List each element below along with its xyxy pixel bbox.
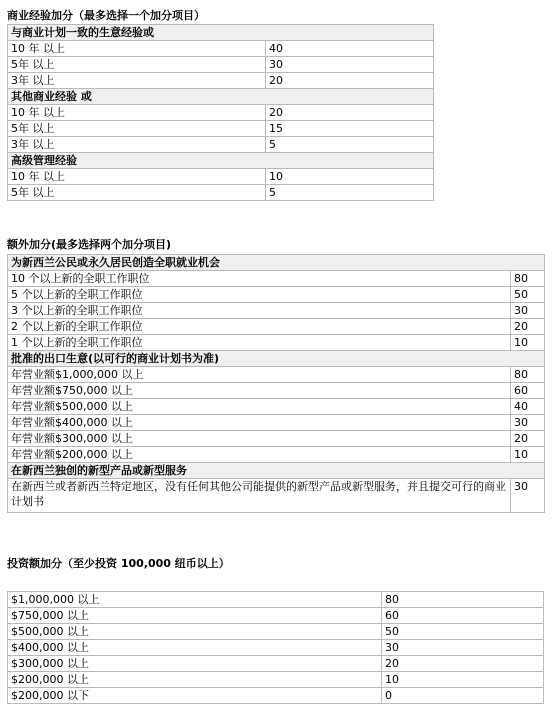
table-row <box>8 303 545 319</box>
row-label: 2 个以上新的全职工作职位 <box>8 319 511 335</box>
extra-points-table <box>7 254 545 513</box>
row-value: 0 <box>382 688 544 704</box>
row-value: 5 <box>266 185 434 201</box>
table-row <box>8 672 544 688</box>
row-label: 3年 以上 <box>8 137 266 153</box>
row-value: 10 <box>511 335 545 351</box>
row-value: 50 <box>382 624 544 640</box>
row-label: 年营业额$200,000 以上 <box>8 447 511 463</box>
table-row <box>8 399 545 415</box>
table-row <box>8 447 545 463</box>
table-row <box>8 185 434 201</box>
row-label: $1,000,000 以上 <box>8 592 382 608</box>
section-title: 额外加分(最多选择两个加分项目) <box>7 238 172 251</box>
group-heading: 与商业计划一致的生意经验或 <box>8 25 434 41</box>
row-label: 10 年 以上 <box>8 169 266 185</box>
table-row <box>8 640 544 656</box>
table-row <box>8 335 545 351</box>
row-value: 80 <box>382 592 544 608</box>
section-title: 投资额加分（至少投资 100,000 纽币以上） <box>7 557 230 570</box>
section-title: 商业经验加分（最多选择一个加分项目） <box>7 9 205 22</box>
table-row <box>8 608 544 624</box>
row-label: $750,000 以上 <box>8 608 382 624</box>
row-label: 年营业额$750,000 以上 <box>8 383 511 399</box>
row-value: 10 <box>382 672 544 688</box>
row-label: 在新西兰或者新西兰特定地区，没有任何其他公司能提供的新型产品或新型服务，并且提交可行的商业计划书 <box>8 479 511 513</box>
group-heading-row <box>8 25 434 41</box>
group-heading: 为新西兰公民或永久居民创造全职就业机会 <box>8 255 545 271</box>
table-row <box>8 287 545 303</box>
row-value: 5 <box>266 137 434 153</box>
group-heading: 高级管理经验 <box>8 153 434 169</box>
row-label: $200,000 以下 <box>8 688 382 704</box>
row-label: 10 年 以上 <box>8 105 266 121</box>
table-row <box>8 169 434 185</box>
row-value: 40 <box>511 399 545 415</box>
row-value: 10 <box>511 447 545 463</box>
row-label: 1 个以上新的全职工作职位 <box>8 335 511 351</box>
table-row <box>8 41 434 57</box>
row-label: 年营业额$300,000 以上 <box>8 431 511 447</box>
row-value: 60 <box>511 383 545 399</box>
row-value: 20 <box>511 431 545 447</box>
table-row <box>8 105 434 121</box>
group-heading: 在新西兰独创的新型产品或新型服务 <box>8 463 545 479</box>
row-value: 80 <box>511 367 545 383</box>
row-label: 10 年 以上 <box>8 41 266 57</box>
row-value: 30 <box>266 57 434 73</box>
section-extra-points <box>7 238 545 513</box>
row-label: $400,000 以上 <box>8 640 382 656</box>
table-row <box>8 688 544 704</box>
investment-table <box>7 591 544 704</box>
row-label: 3 个以上新的全职工作职位 <box>8 303 511 319</box>
table-row <box>8 656 544 672</box>
row-value: 40 <box>266 41 434 57</box>
section-business-experience <box>7 9 434 201</box>
table-row <box>8 121 434 137</box>
group-heading-row <box>8 255 545 271</box>
table-row <box>8 431 545 447</box>
table-row <box>8 73 434 89</box>
row-value: 30 <box>511 303 545 319</box>
table-row <box>8 57 434 73</box>
row-value: 60 <box>382 608 544 624</box>
group-heading: 其他商业经验 或 <box>8 89 434 105</box>
business-experience-table <box>7 24 434 201</box>
row-label: 5 个以上新的全职工作职位 <box>8 287 511 303</box>
table-row <box>8 319 545 335</box>
table-row <box>8 479 545 513</box>
row-value: 20 <box>382 656 544 672</box>
section-investment <box>7 557 544 704</box>
table-row <box>8 592 544 608</box>
row-label: 5年 以上 <box>8 57 266 73</box>
table-row <box>8 624 544 640</box>
row-value: 20 <box>511 319 545 335</box>
group-heading: 批准的出口生意(以可行的商业计划书为准) <box>8 351 545 367</box>
group-heading-row <box>8 351 545 367</box>
row-label: $300,000 以上 <box>8 656 382 672</box>
row-label: $500,000 以上 <box>8 624 382 640</box>
group-heading-row <box>8 153 434 169</box>
table-row <box>8 383 545 399</box>
row-value: 20 <box>266 105 434 121</box>
row-value: 80 <box>511 271 545 287</box>
row-value: 30 <box>511 479 545 513</box>
table-row <box>8 367 545 383</box>
table-row <box>8 271 545 287</box>
row-label: 3年 以上 <box>8 73 266 89</box>
group-heading-row <box>8 89 434 105</box>
row-value: 10 <box>266 169 434 185</box>
row-label: 5年 以上 <box>8 121 266 137</box>
row-label: 年营业额$1,000,000 以上 <box>8 367 511 383</box>
table-row <box>8 137 434 153</box>
row-label: 5年 以上 <box>8 185 266 201</box>
row-value: 15 <box>266 121 434 137</box>
row-label: 年营业额$500,000 以上 <box>8 399 511 415</box>
row-value: 20 <box>266 73 434 89</box>
row-value: 30 <box>382 640 544 656</box>
row-label: 10 个以上新的全职工作职位 <box>8 271 511 287</box>
row-value: 30 <box>511 415 545 431</box>
row-label: $200,000 以上 <box>8 672 382 688</box>
row-value: 50 <box>511 287 545 303</box>
row-label: 年营业额$400,000 以上 <box>8 415 511 431</box>
table-row <box>8 415 545 431</box>
group-heading-row <box>8 463 545 479</box>
